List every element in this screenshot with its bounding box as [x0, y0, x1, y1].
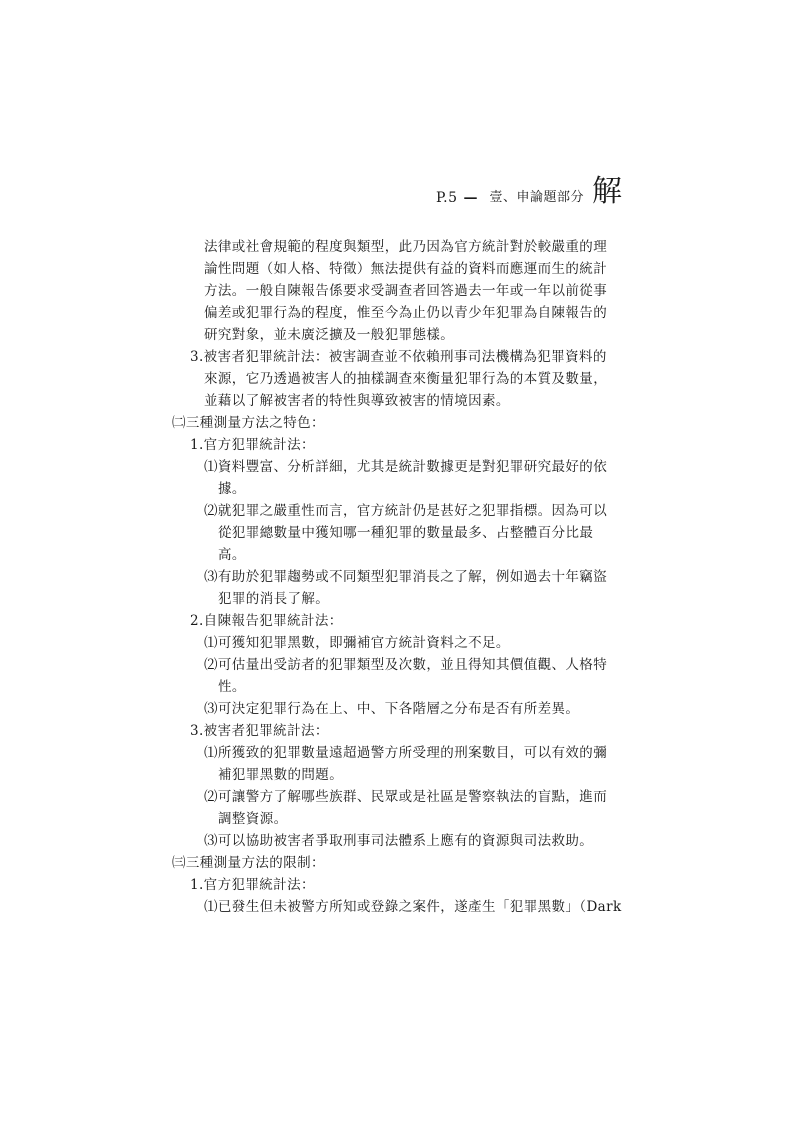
- answer-mark: 解: [592, 174, 622, 209]
- list-item-heading: 3.被害者犯罪統計法：: [190, 723, 329, 739]
- list-sub-item: ⑶有助於犯罪趨勢或不同類型犯罪消長之了解，例如過去十年竊盜: [204, 569, 608, 585]
- text-line: 並藉以了解被害者的特性與導致被害的情境因素。: [204, 393, 510, 409]
- section-heading: ㈢三種測量方法的限制：: [172, 855, 325, 871]
- text-line: 方法。一般自陳報告係要求受調查者回答過去一年或一年以前從事: [204, 283, 608, 299]
- list-sub-item: ⑶可決定犯罪行為在上、中、下各階層之分布是否有所差異。: [204, 701, 580, 717]
- list-sub-item: ⑴可獲知犯罪黑數，即彌補官方統計資料之不足。: [204, 635, 510, 651]
- section-heading: ㈡三種測量方法之特色：: [172, 415, 325, 431]
- text-line: 高。: [218, 547, 246, 563]
- list-item-heading: 3.被害者犯罪統計法：被害調查並不依賴刑事司法機構為犯罪資料的: [190, 349, 607, 365]
- text-line: 偏差或犯罪行為的程度，惟至今為止仍以青少年犯罪為自陳報告的: [204, 305, 608, 321]
- list-sub-item: ⑵可讓警方了解哪些族群、民眾或是社區是警察執法的盲點，進而: [204, 789, 608, 805]
- text-line: 性。: [218, 679, 246, 695]
- text-line: 從犯罪總數量中獲知哪一種犯罪的數量最多、占整體百分比最: [218, 525, 594, 541]
- header-dash: —: [463, 190, 478, 206]
- list-item-heading: 1.官方犯罪統計法：: [190, 437, 315, 453]
- text-line: 來源，它乃透過被害人的抽樣調查來衡量犯罪行為的本質及數量，: [204, 371, 608, 387]
- text-line: 補犯罪黑數的問題。: [218, 767, 344, 783]
- text-line: 研究對象，並未廣泛擴及一般犯罪態樣。: [204, 327, 455, 343]
- list-sub-item: ⑵可估量出受訪者的犯罪類型及次數，並且得知其價值觀、人格特: [204, 657, 608, 673]
- text-line: 犯罪的消長了解。: [218, 591, 330, 607]
- list-item-heading: 1.官方犯罪統計法：: [190, 877, 315, 893]
- text-line: 調整資源。: [218, 811, 288, 827]
- list-item-heading: 2.自陳報告犯罪統計法：: [190, 613, 343, 629]
- list-sub-item: ⑴已發生但未被警方所知或登錄之案件，遂產生「犯罪黑數」（Dark: [204, 899, 622, 915]
- list-sub-item: ⑴所獲致的犯罪數量遠超過警方所受理的刑案數目，可以有效的彌: [204, 745, 608, 761]
- page-number: P.5: [436, 190, 458, 206]
- text-line: 據。: [218, 481, 246, 497]
- text-line: 論性問題（如人格、特徵）無法提供有益的資料而應運而生的統計: [204, 261, 608, 277]
- text-line: 法律或社會規範的程度與類型，此乃因為官方統計對於較嚴重的理: [204, 239, 608, 255]
- section-title: 壹、申論題部分: [489, 190, 584, 205]
- list-sub-item: ⑶可以協助被害者爭取刑事司法體系上應有的資源與司法救助。: [204, 833, 594, 849]
- list-sub-item: ⑴資料豐富、分析詳細，尤其是統計數據更是對犯罪研究最好的依: [204, 459, 608, 475]
- list-sub-item: ⑵就犯罪之嚴重性而言，官方統計仍是甚好之犯罪指標。因為可以: [204, 503, 608, 519]
- page-header: [436, 176, 622, 208]
